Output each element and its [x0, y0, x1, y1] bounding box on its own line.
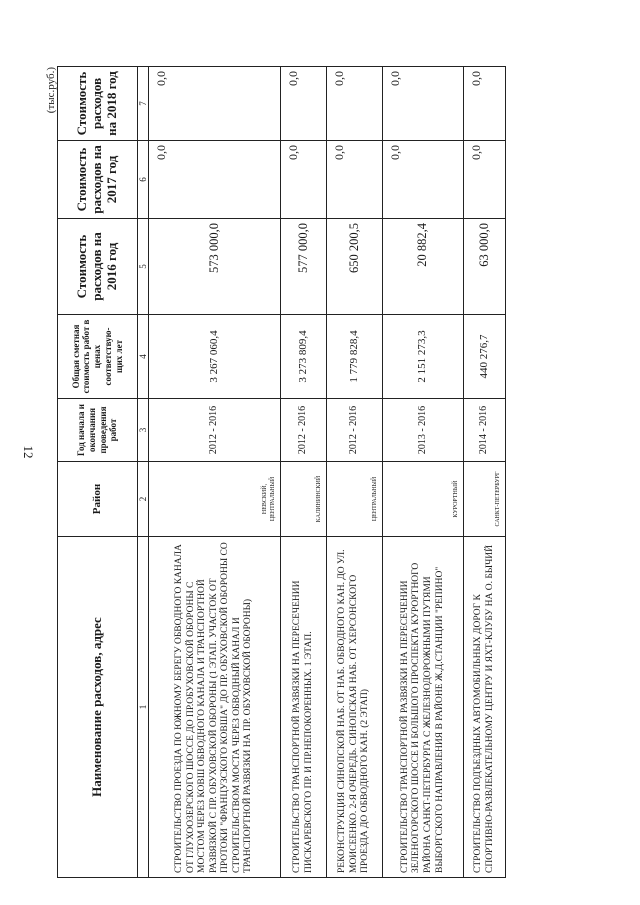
header-cost-2017: Стоимость расходов на 2017 год: [58, 141, 138, 219]
cost-2016: 63 000,0: [464, 219, 506, 315]
total-cost: 3 267 060,4: [149, 315, 281, 399]
total-cost: 2 151 273,3: [383, 315, 464, 399]
table-row: [464, 67, 506, 878]
column-number: 4: [138, 315, 149, 399]
work-years: 2014 - 2016: [464, 399, 506, 462]
expense-name: СТРОИТЕЛЬСТВО ТРАНСПОРТНОЙ РАЗВЯЗКИ НА ПЕРЕСЕЧЕНИИ ПИСКАРЕВСКОГО ПР. И ПР.НЕПОКОРЕННЫХ. 1 ЭТАП.: [281, 537, 327, 878]
column-number: 1: [138, 537, 149, 878]
work-years: 2013 - 2016: [383, 399, 464, 462]
cost-2017: 0,0: [281, 141, 327, 219]
table-row: [281, 67, 327, 878]
cost-2017: 0,0: [464, 141, 506, 219]
cost-2017: 0,0: [327, 141, 383, 219]
table-row: [327, 67, 383, 878]
header-row: [58, 67, 138, 878]
expense-name: СТРОИТЕЛЬСТВО ПРОЕЗДА ПО ЮЖНОМУ БЕРЕГУ ОБВОДНОГО КАНАЛА ОТ ГЛУХООЗЕРСКОГО ШОССЕ ДО ПР.ОБУХОВСКОЙ ОБОРОНЫ С МОСТОМ ЧЕРЕЗ КОВШ ОБВОДНОГО КАНАЛА И ТРАНСПОРТНОЙ РАЗВЯЗКОЙ С ПР. ОБУХОВСКОЙ ОБОРОНЫ (1 ЭТАП. УЧАСТОК ОТ ПРОТОКИ "ФРАНЦУЗСКОГО КОВША" ДО ПР. ОБУХОВСКОЙ ОБОРОНЫ СО СТРОИТЕЛЬСТВОМ МОСТА ЧЕРЕЗ ОБВОДНЫЙ КАНАЛ И ТРАНСПОРТНОЙ РАЗВЯЗКИ НА ПР. ОБУХОВСКОЙ ОБОРОНЫ): [149, 537, 281, 878]
rotated-table-area: [45, 38, 550, 878]
total-cost: 440 276,7: [464, 315, 506, 399]
total-cost: 3 273 809,4: [281, 315, 327, 399]
header-district: Район: [58, 462, 138, 537]
cost-2018: 0,0: [327, 67, 383, 141]
work-years: 2012 - 2016: [327, 399, 383, 462]
column-number: 3: [138, 399, 149, 462]
district: ЦЕНТРАЛЬНЫЙ: [327, 462, 383, 537]
table-row: [383, 67, 464, 878]
column-number: 5: [138, 219, 149, 315]
cost-2017: 0,0: [383, 141, 464, 219]
column-number: 2: [138, 462, 149, 537]
cost-2016: 650 200,5: [327, 219, 383, 315]
cost-2018: 0,0: [464, 67, 506, 141]
expenses-table: [57, 66, 506, 878]
cost-2016: 20 882,4: [383, 219, 464, 315]
header-cost-2018: Стоимость расходов на 2018 год: [58, 67, 138, 141]
expense-name: РЕКОНСТРУКЦИЯ СИНОПСКОЙ НАБ. ОТ НАБ. ОБВОДНОГО КАН. ДО УЛ. МОИСЕЕНКО. 2-Я ОЧЕРЕДЬ. СИНОПСКАЯ НАБ. ОТ ХЕРСОНСКОГО ПРОЕЗДА ДО ОБВОДНОГО КАН. (2 ЭТАП): [327, 537, 383, 878]
expense-name: СТРОИТЕЛЬСТВО ТРАНСПОРТНОЙ РАЗВЯЗКИ НА ПЕРЕСЕЧЕНИИ ЗЕЛЕНОГОРСКОГО ШОССЕ И БОЛЬШОГО ПРОСПЕКТА КУРОРТНОГО РАЙОНА САНКТ-ПЕТЕРБУРГА С ЖЕЛЕЗНОДОРОЖНЫМИ ПУТЯМИ ВЫБОРГСКОГО НАПРАВЛЕНИЯ В РАЙОНЕ Ж.Д.СТАНЦИИ "РЕПИНО": [383, 537, 464, 878]
district: САНКТ-ПЕТЕРБУРГ: [464, 462, 506, 537]
district: НЕВСКИЙ, ЦЕНТРАЛЬНЫЙ: [149, 462, 281, 537]
cost-2017: 0,0: [149, 141, 281, 219]
header-total: Общая сметная стоимость работ в ценах соответствую-щих лет: [58, 315, 138, 399]
cost-2018: 0,0: [149, 67, 281, 141]
unit-label: (тыс.руб.): [45, 67, 57, 114]
work-years: 2012 - 2016: [281, 399, 327, 462]
total-cost: 1 779 828,4: [327, 315, 383, 399]
table-row: [149, 67, 281, 878]
cost-2016: 577 000,0: [281, 219, 327, 315]
column-number: 7: [138, 67, 149, 141]
header-years: Год начала и окончания проведения работ: [58, 399, 138, 462]
column-number-row: [138, 67, 149, 878]
column-number: 6: [138, 141, 149, 219]
work-years: 2012 - 2016: [149, 399, 281, 462]
district: КАЛИНИНСКИЙ: [281, 462, 327, 537]
cost-2016: 573 000,0: [149, 219, 281, 315]
page-number: 12: [21, 445, 36, 459]
expense-name: СТРОИТЕЛЬСТВО ПОДЪЕЗДНЫХ АВТОМОБИЛЬНЫХ ДОРОГ К СПОРТИВНО-РАЗВЛЕКАТЕЛЬНОМУ ЦЕНТРУ И ЯХТ-КЛУБУ НА О. БЫЧИЙ: [464, 537, 506, 878]
district: КУРОРТНЫЙ: [383, 462, 464, 537]
cost-2018: 0,0: [281, 67, 327, 141]
cost-2018: 0,0: [383, 67, 464, 141]
header-cost-2016: Стоимость расходов на 2016 год: [58, 219, 138, 315]
header-name: Наименование расходов, адрес: [58, 537, 138, 878]
